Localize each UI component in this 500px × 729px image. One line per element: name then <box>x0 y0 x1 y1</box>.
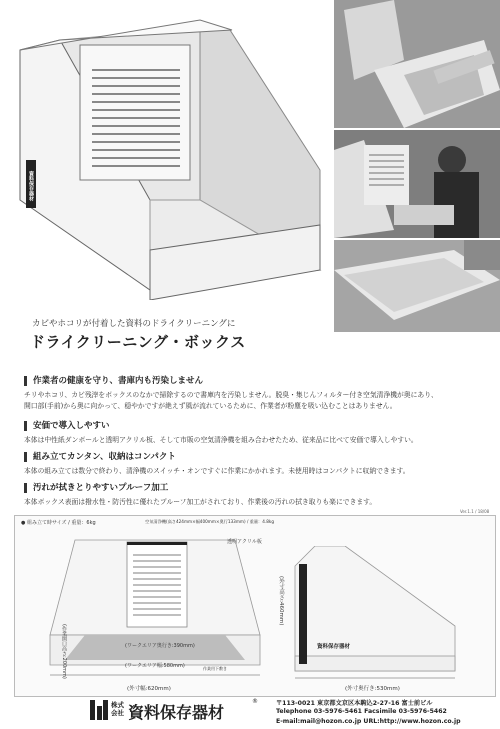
section-title: 汚れが拭きとりやすいプルーフ加工 <box>24 483 494 493</box>
work-depth-label: (ワークエリア奥行き:390mm) <box>125 643 195 649</box>
purifier-spec: 空気清浄機(高さ424mm×幅400mm×奥行133mm) / 重量：4.8kg <box>145 519 274 524</box>
outer-depth-label: (外寸奥行き:530mm) <box>345 686 400 692</box>
company-name: 資料保存器材 <box>128 703 225 722</box>
side-view-drawing <box>285 546 475 681</box>
assembled-weight: ● 組み立て時サイズ / 重量：6kg <box>21 520 96 526</box>
table-label: 作業用下敷き <box>203 666 227 671</box>
registered-mark: ® <box>252 698 258 705</box>
company-logo-icon <box>90 700 108 720</box>
feature-section-2 <box>24 421 494 446</box>
section-line: 本体の組み立ては数分で終わり、清浄機のスイッチ・オンですぐに作業にかかれます。未使用時はコンパクトに収納できます。 <box>24 467 410 475</box>
contact[interactable]: E-mail:mail@hozon.co.jp URL:http://www.hozon.co.jp <box>276 718 461 725</box>
footer <box>90 698 490 728</box>
section-title: 安価で導入しやすい <box>24 421 494 431</box>
dimension-diagram <box>14 515 496 697</box>
address: 〒113-0021 東京都文京区本駒込2-27-16 富士前ビル <box>276 700 433 707</box>
feature-section-1 <box>24 376 494 411</box>
section-title: 作業者の健康を守り、書庫内も汚染しません <box>24 376 494 386</box>
feature-section-4 <box>24 483 494 508</box>
section-line: チリやホコリ、カビ残滓をボックスのなかで掃除するので書庫内を汚染しません。脱臭・集じんフィルター付き空気清浄機が奥にあり、 <box>24 391 438 399</box>
section-line: 本体ボックス表面は撥水性・防汚性に優れたプルーフ加工がされており、作業後の汚れの拭き取りも楽にできます。 <box>24 498 377 506</box>
phone: Telephone 03-5976-5461 Facsimile 03-5976-5462 <box>276 708 447 715</box>
section-line: 開口部(手前)から奥に向かって、穏やかですが絶えず風が流れているために、作業者が粉塵を吸い込むことはありません。 <box>24 401 397 410</box>
version-label: Ver.1.1 / 18/08 <box>460 509 490 514</box>
work-width-label: (ワークエリア幅:580mm) <box>125 663 185 669</box>
section-title: 組み立てカンタン、収納はコンパクト <box>24 452 494 462</box>
usage-photo-1 <box>334 0 500 128</box>
outer-height-label: (外寸高さ:460mm) <box>278 576 284 626</box>
product-badge: 資料保存器材 <box>28 171 34 201</box>
feature-section-3 <box>24 452 494 477</box>
usage-photo-3 <box>334 240 500 332</box>
tagline: カビやホコリが付着した資料のドライクリーニングに <box>32 319 236 329</box>
company-small: 株式会社 <box>111 701 124 717</box>
height-inner-label: (作業開口高さ:200mm) <box>61 624 67 679</box>
product-photo <box>0 0 332 300</box>
product-illustration <box>0 0 332 300</box>
side-badge: 資料保存器材 <box>317 644 351 650</box>
product-name: ドライクリーニング・ボックス <box>30 333 246 351</box>
acrylic-label: 透明アクリル板 <box>227 539 262 545</box>
section-line: 本体は中性紙ダンボールと透明アクリル板、そして市販の空気清浄機を組み合わせたため、従来品に比べて安価で導入しやすい。 <box>24 436 418 444</box>
outer-width-label: (外寸幅:620mm) <box>127 686 171 692</box>
front-view-drawing <box>45 530 265 680</box>
usage-photo-2 <box>334 130 500 238</box>
